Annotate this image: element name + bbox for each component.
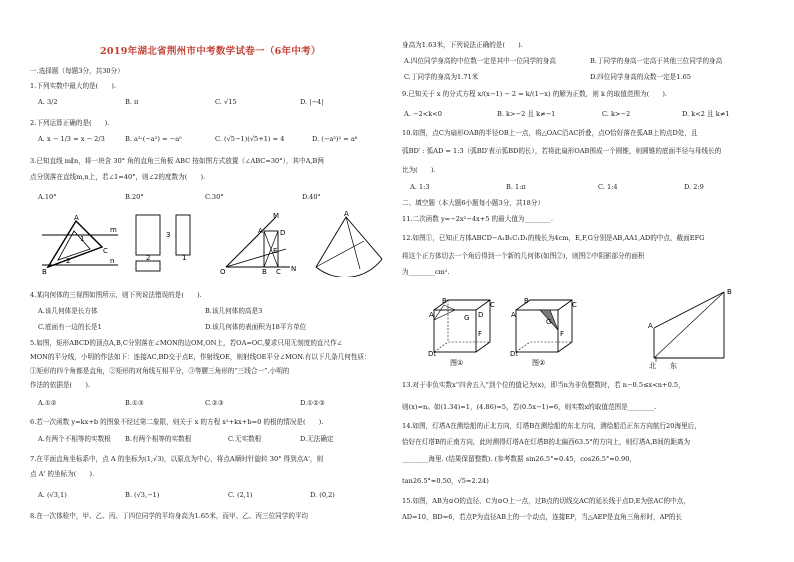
fig5-label-n: N bbox=[291, 265, 297, 273]
fig14-label-a: A bbox=[648, 322, 653, 330]
q10-option-d: D. 2:9 bbox=[684, 183, 704, 191]
question-12-line-3: 为________cm². bbox=[402, 268, 450, 276]
question-14-line-1: 14.如图，灯塔A在测绘船的正北方向，灯塔B在测绘船的东北方向，测绘船沿正东方向航行20海里后， bbox=[402, 422, 701, 430]
q3-option-a: A.10° bbox=[38, 193, 57, 201]
fig10-label-a: A bbox=[344, 211, 349, 218]
fig3-label-2: 2 bbox=[66, 257, 71, 265]
q10-option-c: C. 1:4 bbox=[598, 183, 618, 191]
fig12a-caption: 图① bbox=[450, 359, 464, 367]
fig3-label-c: C bbox=[103, 247, 108, 255]
q9-option-b: B. k>−2 且 k≠−1 bbox=[497, 110, 556, 118]
question-1: 1.下列实数中最大的是( ). bbox=[30, 82, 117, 90]
q6-option-a: A.有两个不相等的实数根 bbox=[38, 435, 111, 443]
q1-option-c: C. √15 bbox=[215, 98, 237, 106]
question-15-line-1: 15.如图，AB为⊙O的直径，C为⊙O上一点，过B点的切线交AC的延长线于点D,E为弦AC的中点， bbox=[402, 497, 690, 505]
fig12b-label-c: C bbox=[572, 301, 577, 309]
fig3-label-1: 1 bbox=[80, 235, 85, 243]
q2-option-c: C. (√5−1)(√5+1) = 4 bbox=[215, 135, 285, 143]
question-9: 9.已知关于 x 的分式方程 x/(x−1) − 2 = k/(1−x) 的解为正数，则 k 的取值范围为( ). bbox=[402, 90, 668, 98]
question-10-line-1: 10.如图，点C为扇形OAB的半径OB上一点，将△OAC沿AC折叠，点O恰好落在弧AB上的点D处，且 bbox=[402, 129, 698, 137]
fig12b-label-f: F bbox=[560, 330, 565, 338]
fig4-label-2: 2 bbox=[146, 254, 151, 262]
q3-option-d: D.40° bbox=[302, 193, 321, 201]
fig12a-label-d1: D₁ bbox=[428, 350, 437, 358]
q3-option-b: B.20° bbox=[125, 193, 144, 201]
question-2: 2.下列运算正确的是( ). bbox=[30, 119, 110, 127]
q4-option-d: D.该几何体的表面积为18平方单位 bbox=[205, 323, 307, 331]
question-10-line-3: 比为( ). bbox=[402, 166, 436, 174]
q4-option-a: A.该几何体是长方体 bbox=[38, 307, 98, 315]
fig12a-label-b: B bbox=[442, 297, 447, 305]
q6-option-c: C.无实数根 bbox=[228, 435, 262, 443]
question-4: 4.某向何体的三视图如图所示，则下列说法错误的是( ). bbox=[30, 291, 202, 299]
q2-option-d: D. (−a³)² = a⁶ bbox=[312, 135, 358, 143]
q1-option-a: A. 3/2 bbox=[38, 98, 58, 106]
figure-q3 bbox=[40, 213, 120, 275]
q9-option-c: C. k>−2 bbox=[602, 110, 631, 118]
q5-option-b: B.①③ bbox=[125, 399, 144, 407]
fig3-label-n: n bbox=[110, 257, 115, 265]
question-5-line-3: ①矩形的四个角都是直角，②矩形的对角线互相平分，③等腰三角形的“三线合一”.小明的 bbox=[30, 367, 290, 375]
fig12b-label-d1: D₁ bbox=[510, 350, 519, 358]
q9-option-d: D. k<2 且 k≠1 bbox=[682, 110, 730, 118]
question-12-line-2: 将这个正方体切去一个角后得到一个新的几何体(如图②)，则图②中阴影部分的面积 bbox=[402, 252, 645, 260]
fig5-label-c: C bbox=[276, 268, 281, 275]
question-8-line-2: 身高为1.63米，下列说法正确的是( ). bbox=[402, 41, 523, 49]
question-7-line-2: 点 A' 的坐标为( ). bbox=[30, 470, 95, 478]
q6-option-b: B.有两个相等的实数根 bbox=[125, 435, 192, 443]
fig5-label-b: B bbox=[262, 268, 267, 275]
fig14-label-north: 北 bbox=[649, 362, 656, 370]
figure-q12-2 bbox=[510, 296, 580, 368]
page-title: 2019年湖北省荆州市中考数学试卷一（6年中考） bbox=[100, 46, 321, 57]
q10-option-b: B. 1:π bbox=[506, 183, 526, 191]
q7-option-c: C. (2,1) bbox=[228, 491, 253, 499]
fig5-label-m: M bbox=[273, 213, 280, 220]
fig12a-label-f: F bbox=[478, 330, 483, 338]
question-8-line-1: 8.在一次体检中，甲、乙、丙、丁四位同学的平均身高为1.65米，而甲、乙、丙三位同学的平均 bbox=[30, 512, 309, 520]
question-5-line-1: 5.如图，矩形ABCD的顶点A,B,C分别落在∠MON的边OM,ON上，若OA=OC,要求只用无刻度的直尺作∠ bbox=[30, 339, 343, 347]
question-5-line-4: 作法的依据是( ). bbox=[30, 381, 90, 389]
q8-option-a: A.四位同学身高的中位数一定是其中一位同学的身高 bbox=[404, 57, 556, 65]
question-14-line-2: 恰好在灯塔B的正南方向，此时测得灯塔A在灯塔B的北偏西63.5°的方向上，则灯塔A,B间的距离为 bbox=[402, 438, 691, 446]
q9-option-a: A. −2<k<0 bbox=[404, 110, 442, 118]
question-14-line-3: ________海里. (结果保留整数). (参考数据 sin26.5°≈0.45，cos26.5°≈0.90， bbox=[402, 455, 637, 463]
question-10-line-2: 弧BD′ : 弧AD = 1:3（弧BD′表示弧BD的长），若将此扇形OAB围成一个圆锥，则圆锥的底面半径与母线长的 bbox=[402, 147, 722, 155]
question-13-line-1: 13.对于非负实数x“四舍五入”到个位的值记为(x)，即当n为非负整数时，若 n−0.5≤x<n+0.5， bbox=[402, 381, 685, 389]
q2-option-a: A. x − 1/3 = x − 2/3 bbox=[38, 135, 105, 143]
fig12b-caption: 图② bbox=[532, 359, 546, 367]
q7-option-a: A. (√3,1) bbox=[38, 491, 67, 499]
fig12b-label-g: G bbox=[546, 318, 552, 326]
question-13-line-2: 则(x)=n。如(1.34)=1，(4.86)=5，若(0.5x−1)=6，则实数x的取值范围是________. bbox=[402, 403, 657, 411]
fig4-label-1: 1 bbox=[182, 254, 187, 262]
q1-option-d: D. |−4| bbox=[300, 98, 324, 106]
q4-option-b: B.该几何体的高是3 bbox=[205, 307, 263, 315]
q1-option-b: B. π bbox=[125, 98, 139, 106]
figure-q12-1 bbox=[428, 296, 498, 368]
question-6: 6.若一次函数 y=kx+b 的图象不经过第二象限，则关于 x 的方程 x²+kx+b=0 的根的情况是( ). bbox=[30, 418, 324, 426]
q5-option-c: C.②③ bbox=[205, 399, 224, 407]
fig12a-label-a: A bbox=[429, 311, 434, 319]
q7-option-b: B. (√3,−1) bbox=[125, 491, 160, 499]
fig4-label-3: 3 bbox=[166, 231, 171, 239]
question-3-line-2: 点分别落在直线m,n上，若∠1=40°，则∠2的度数为( ). bbox=[30, 173, 206, 181]
fig3-label-b: B bbox=[42, 268, 47, 275]
figure-q5 bbox=[218, 213, 298, 275]
q5-option-d: D.①②③ bbox=[300, 399, 325, 407]
q7-option-d: D. (0,2) bbox=[310, 491, 335, 499]
fig12a-label-d: D bbox=[478, 311, 484, 319]
fig12a-label-g: G bbox=[464, 314, 470, 322]
fig14-label-b: B bbox=[727, 288, 732, 296]
figure-q4 bbox=[132, 213, 210, 275]
question-5-line-2: MON的平分线，小明的作法如下：连接AC,BD交于点E，作射线OE，则射线OE平分∠MON.有以下几条几何性质： bbox=[30, 353, 371, 361]
question-7-line-1: 7.在平面直角坐标系中，点 A 的坐标为(1,√3)，以原点为中心，将点A顺时针旋转 30° 得到点A'，则 bbox=[30, 455, 324, 463]
fig12a-label-c: C bbox=[490, 301, 495, 309]
fig5-label-d: D bbox=[280, 229, 286, 237]
question-3-line-1: 3.已知直线 m∥n，将一块含 30° 角的直角三角板 ABC 按如图方式放置（∠ABC=30°），其中A,B两 bbox=[30, 157, 324, 165]
q3-option-c: C.30° bbox=[205, 193, 224, 201]
q6-option-d: D.无法确定 bbox=[300, 435, 334, 443]
q8-option-d: D.四位同学身高的众数一定是1.65 bbox=[590, 73, 691, 81]
question-12-line-1: 12.如图①，已知正方体ABCD−A₁B₁C₁D₁的棱长为4cm，E,F,G分别是AB,AA1,AD的中点，截面EFG bbox=[402, 234, 705, 242]
fig5-label-o: O bbox=[220, 268, 226, 275]
q5-option-a: A.①② bbox=[38, 399, 57, 407]
section-fill-heading: 二、填空题（本大题6小题每小题3分，共18分） bbox=[402, 199, 545, 207]
fig5-label-e: E bbox=[273, 247, 278, 255]
fig14-label-east: 东 bbox=[670, 362, 677, 370]
fig12b-label-a: A bbox=[511, 311, 516, 319]
figure-q14 bbox=[648, 286, 738, 370]
section-choice-heading: 一.选择题（每题3分，共30分） bbox=[30, 67, 124, 75]
q10-option-a: A. 1:3 bbox=[410, 183, 430, 191]
question-15-line-2: AD=10，BD=6，若点P为直径AB上的一个动点，连接EP，当△AEP是直角三角形时，AP的长 bbox=[402, 513, 683, 521]
fig12b-label-b: B bbox=[524, 297, 529, 305]
q8-option-c: C.丁同学的身高为1.71米 bbox=[404, 73, 479, 81]
q2-option-b: B. a³·(−a²) = −a⁵ bbox=[125, 135, 182, 143]
question-11: 11.二次函数 y=−2x²−4x+5 的最大值为________. bbox=[402, 215, 553, 223]
figure-q10 bbox=[308, 211, 388, 277]
fig3-label-m: m bbox=[110, 226, 117, 234]
fig5-label-a: A bbox=[258, 227, 263, 235]
fig3-label-a: A bbox=[74, 214, 79, 222]
q4-option-c: C.底面有一边的长是1 bbox=[38, 323, 102, 331]
q8-option-b: B.丁同学的身高一定高于其他三位同学的身高 bbox=[590, 57, 723, 65]
question-14-line-4: tan26.5°≈0.50，√5≈2.24) bbox=[402, 477, 489, 485]
